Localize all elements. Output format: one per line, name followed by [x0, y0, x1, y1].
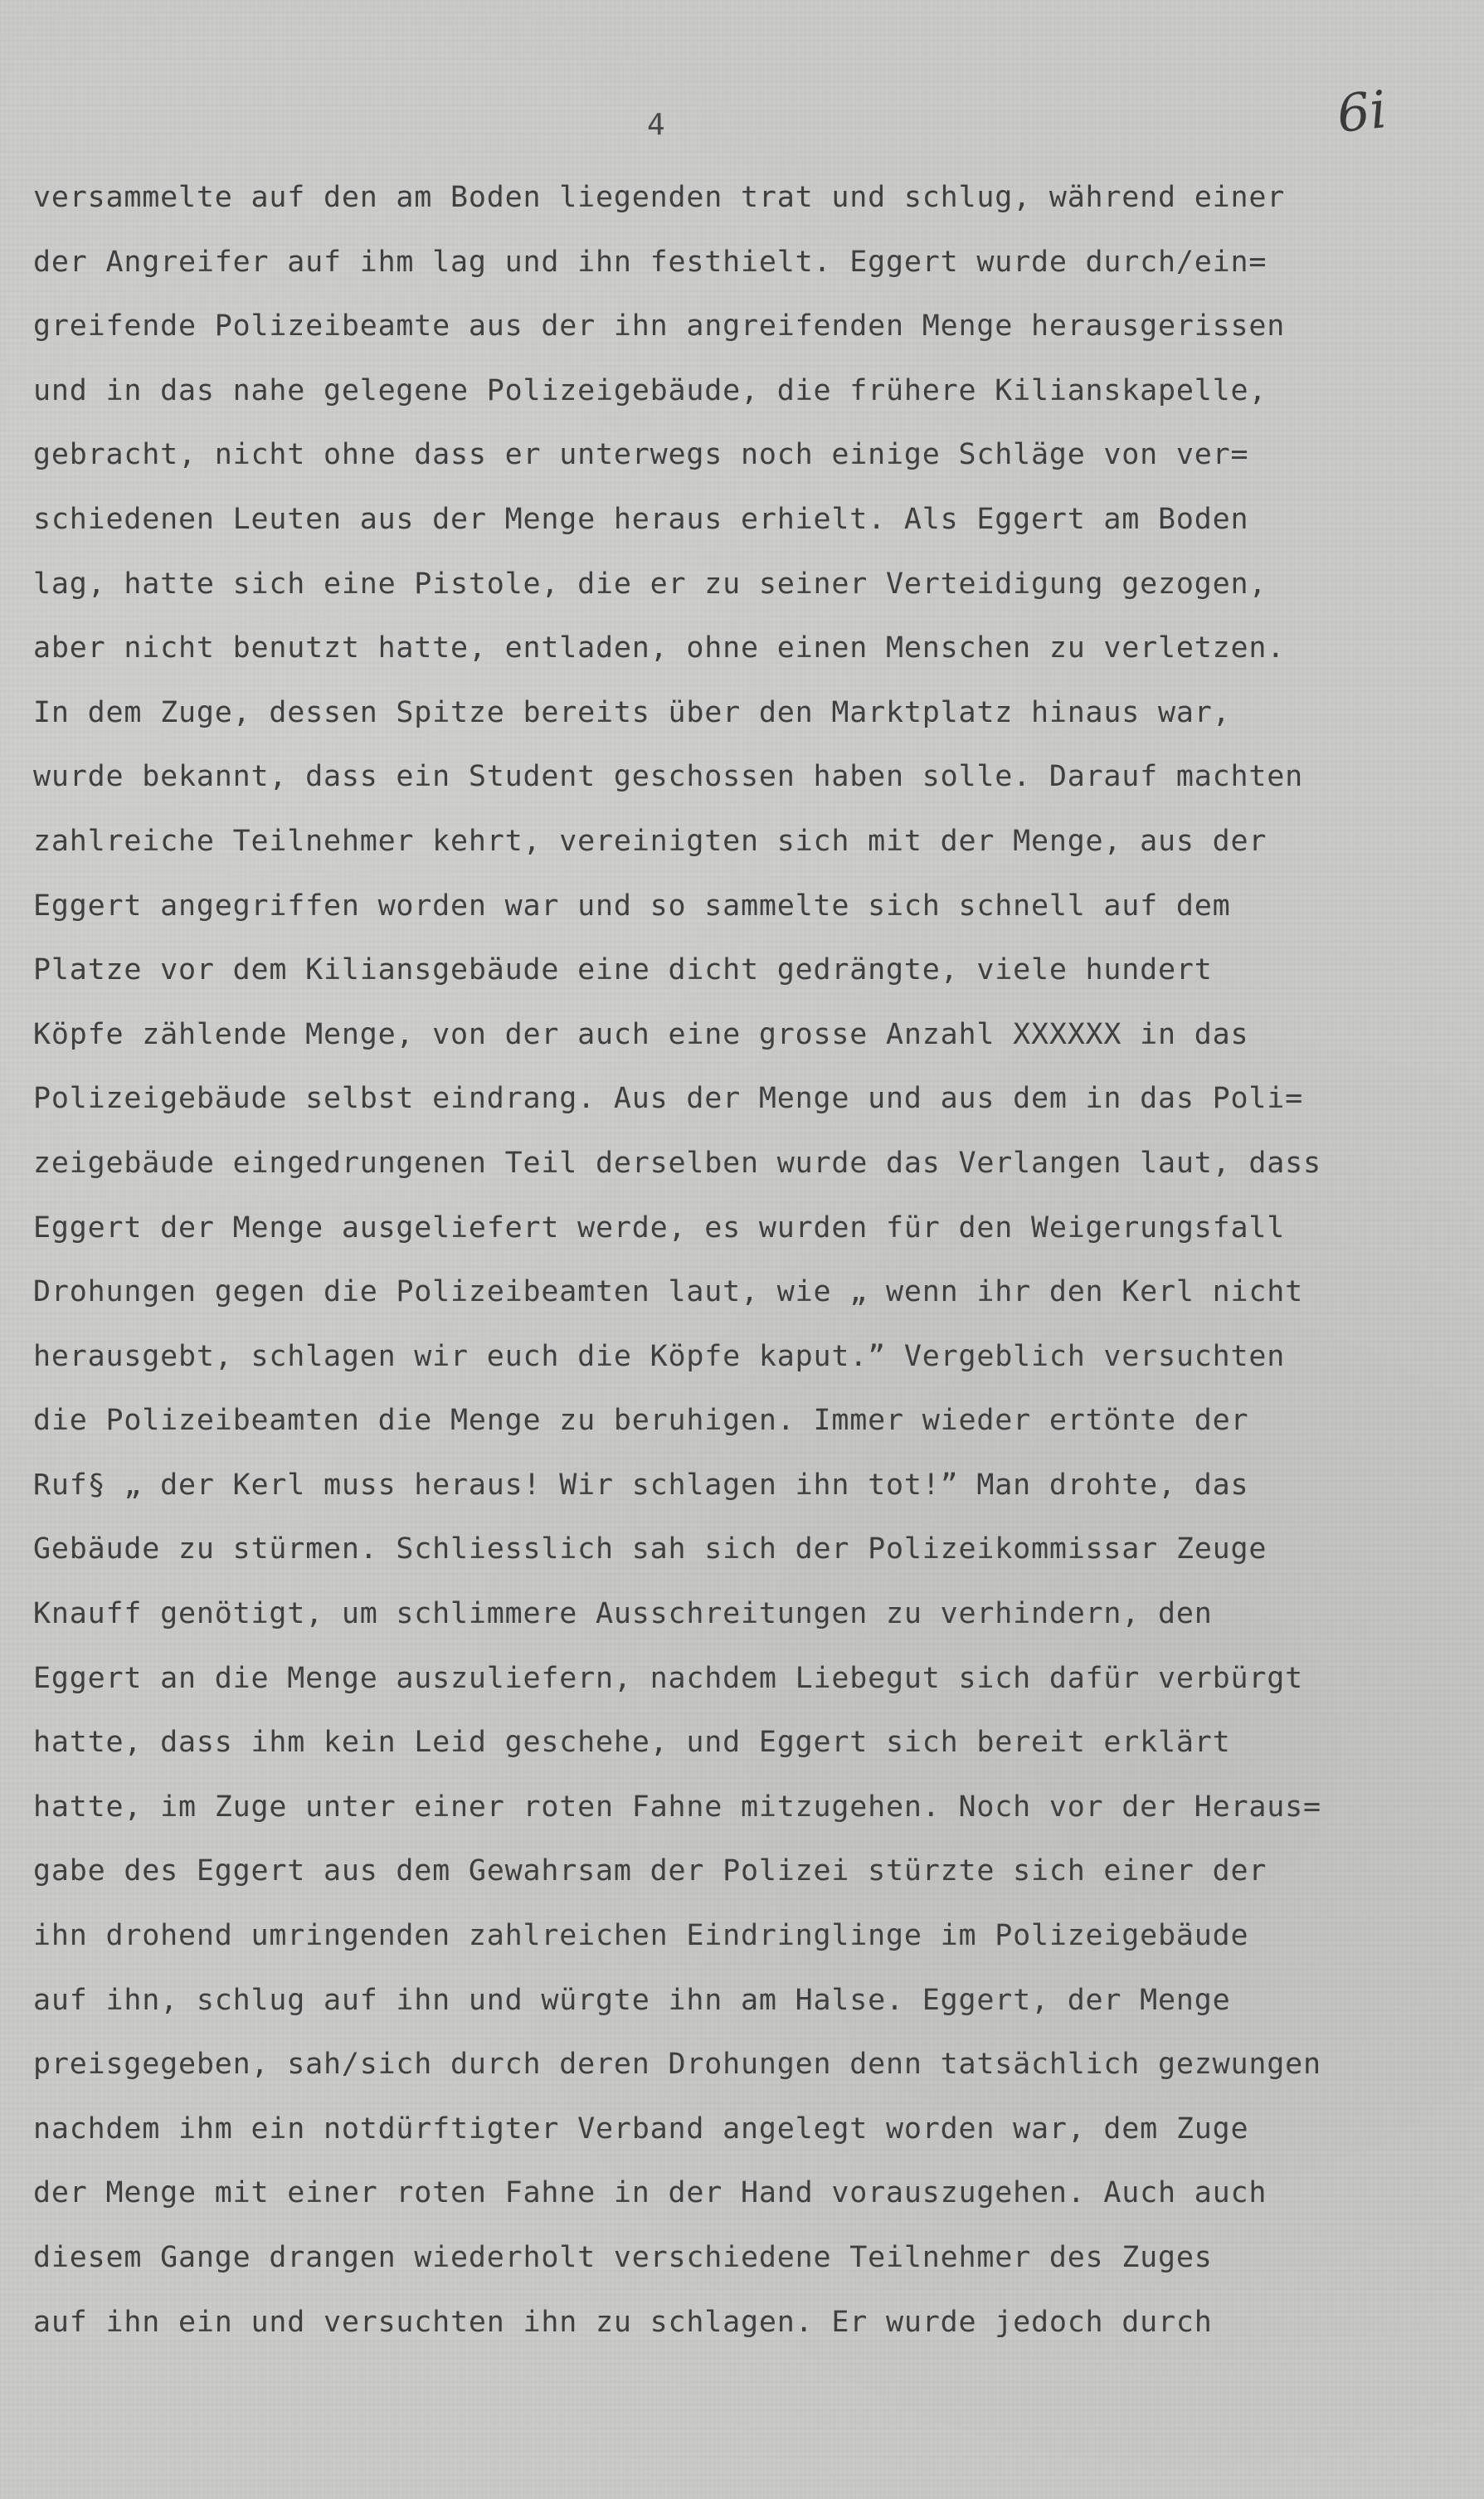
text-line: schiedenen Leuten aus der Menge heraus erhielt. Als Eggert am Boden	[33, 502, 1249, 536]
text-line: nachdem ihm ein notdürftigter Verband angelegt worden war, dem Zuge	[33, 2112, 1249, 2146]
text-line: Drohungen gegen die Polizeibeamten laut, wie „ wenn ihr den Kerl nicht	[33, 1275, 1304, 1309]
text-line: der Angreifer auf ihm lag und ihn festhielt. Eggert wurde durch/ein=	[33, 245, 1267, 279]
text-line: und in das nahe gelegene Polizeigebäude, die frühere Kilianskapelle,	[33, 373, 1267, 407]
text-line: preisgegeben, sah/sich durch deren Drohungen denn tatsächlich gezwungen	[33, 2048, 1321, 2082]
text-line: Eggert an die Menge auszuliefern, nachdem Liebegut sich dafür verbürgt	[33, 1661, 1304, 1695]
text-line: der Menge mit einer roten Fahne in der Hand vorauszugehen. Auch auch	[33, 2176, 1267, 2210]
text-line: versammelte auf den am Boden liegenden trat und schlug, während einer	[33, 181, 1286, 214]
text-line: greifende Polizeibeamte aus der ihn angreifenden Menge herausgerissen	[33, 309, 1286, 343]
typewritten-body	[33, 173, 1477, 2361]
text-line: zahlreiche Teilnehmer kehrt, vereinigten sich mit der Menge, aus der	[33, 824, 1267, 858]
text-line: lag, hatte sich eine Pistole, die er zu seiner Verteidigung gezogen,	[33, 567, 1267, 601]
text-line: ihn drohend umringenden zahlreichen Eindringlinge im Polizeigebäude	[33, 1919, 1249, 1953]
text-line: auf ihn ein und versuchten ihn zu schlagen. Er wurde jedoch durch	[33, 2305, 1213, 2339]
text-line: hatte, dass ihm kein Leid geschehe, und Eggert sich bereit erklärt	[33, 1726, 1231, 1760]
text-line: herausgebt, schlagen wir euch die Köpfe kaput.” Vergeblich versuchten	[33, 1339, 1286, 1373]
handwritten-annotation: 6i	[1334, 79, 1389, 144]
text-line: Eggert der Menge ausgeliefert werde, es wurden für den Weigerungsfall	[33, 1211, 1286, 1245]
text-line: zeigebäude eingedrungenen Teil derselben wurde das Verlangen laut, dass	[33, 1146, 1321, 1180]
text-line: Köpfe zählende Menge, von der auch eine grosse Anzahl XXXXXX in das	[33, 1017, 1249, 1051]
text-line: wurde bekannt, dass ein Student geschossen haben solle. Darauf machten	[33, 760, 1304, 794]
text-line: Platze vor dem Kiliansgebäude eine dicht gedrängte, viele hundert	[33, 953, 1213, 987]
text-line: hatte, im Zuge unter einer roten Fahne mitzugehen. Noch vor der Heraus=	[33, 1790, 1321, 1824]
text-line: Knauff genötigt, um schlimmere Ausschreitungen zu verhindern, den	[33, 1597, 1213, 1631]
text-line: aber nicht benutzt hatte, entladen, ohne einen Menschen zu verletzen.	[33, 631, 1286, 665]
text-line: Polizeigebäude selbst eindrang. Aus der Menge und aus dem in das Poli=	[33, 1082, 1304, 1116]
text-line: In dem Zuge, dessen Spitze bereits über den Marktplatz hinaus war,	[33, 695, 1231, 729]
text-line: die Polizeibeamten die Menge zu beruhigen. Immer wieder ertönte der	[33, 1404, 1249, 1438]
text-line: gabe des Eggert aus dem Gewahrsam der Polizei stürzte sich einer der	[33, 1854, 1267, 1888]
text-line: gebracht, nicht ohne dass er unterwegs noch einige Schläge von ver=	[33, 438, 1249, 472]
text-line: Eggert angegriffen worden war und so sammelte sich schnell auf dem	[33, 889, 1231, 923]
text-line: diesem Gange drangen wiederholt verschiedene Teilnehmer des Zuges	[33, 2241, 1213, 2274]
text-line: auf ihn, schlug auf ihn und würgte ihn am Halse. Eggert, der Menge	[33, 1983, 1231, 2017]
text-line: Ruf§ „ der Kerl muss heraus! Wir schlagen ihn tot!” Man drohte, das	[33, 1468, 1249, 1502]
text-line: Gebäude zu stürmen. Schliesslich sah sich der Polizeikommissar Zeuge	[33, 1532, 1267, 1566]
page-number: 4	[647, 108, 665, 142]
